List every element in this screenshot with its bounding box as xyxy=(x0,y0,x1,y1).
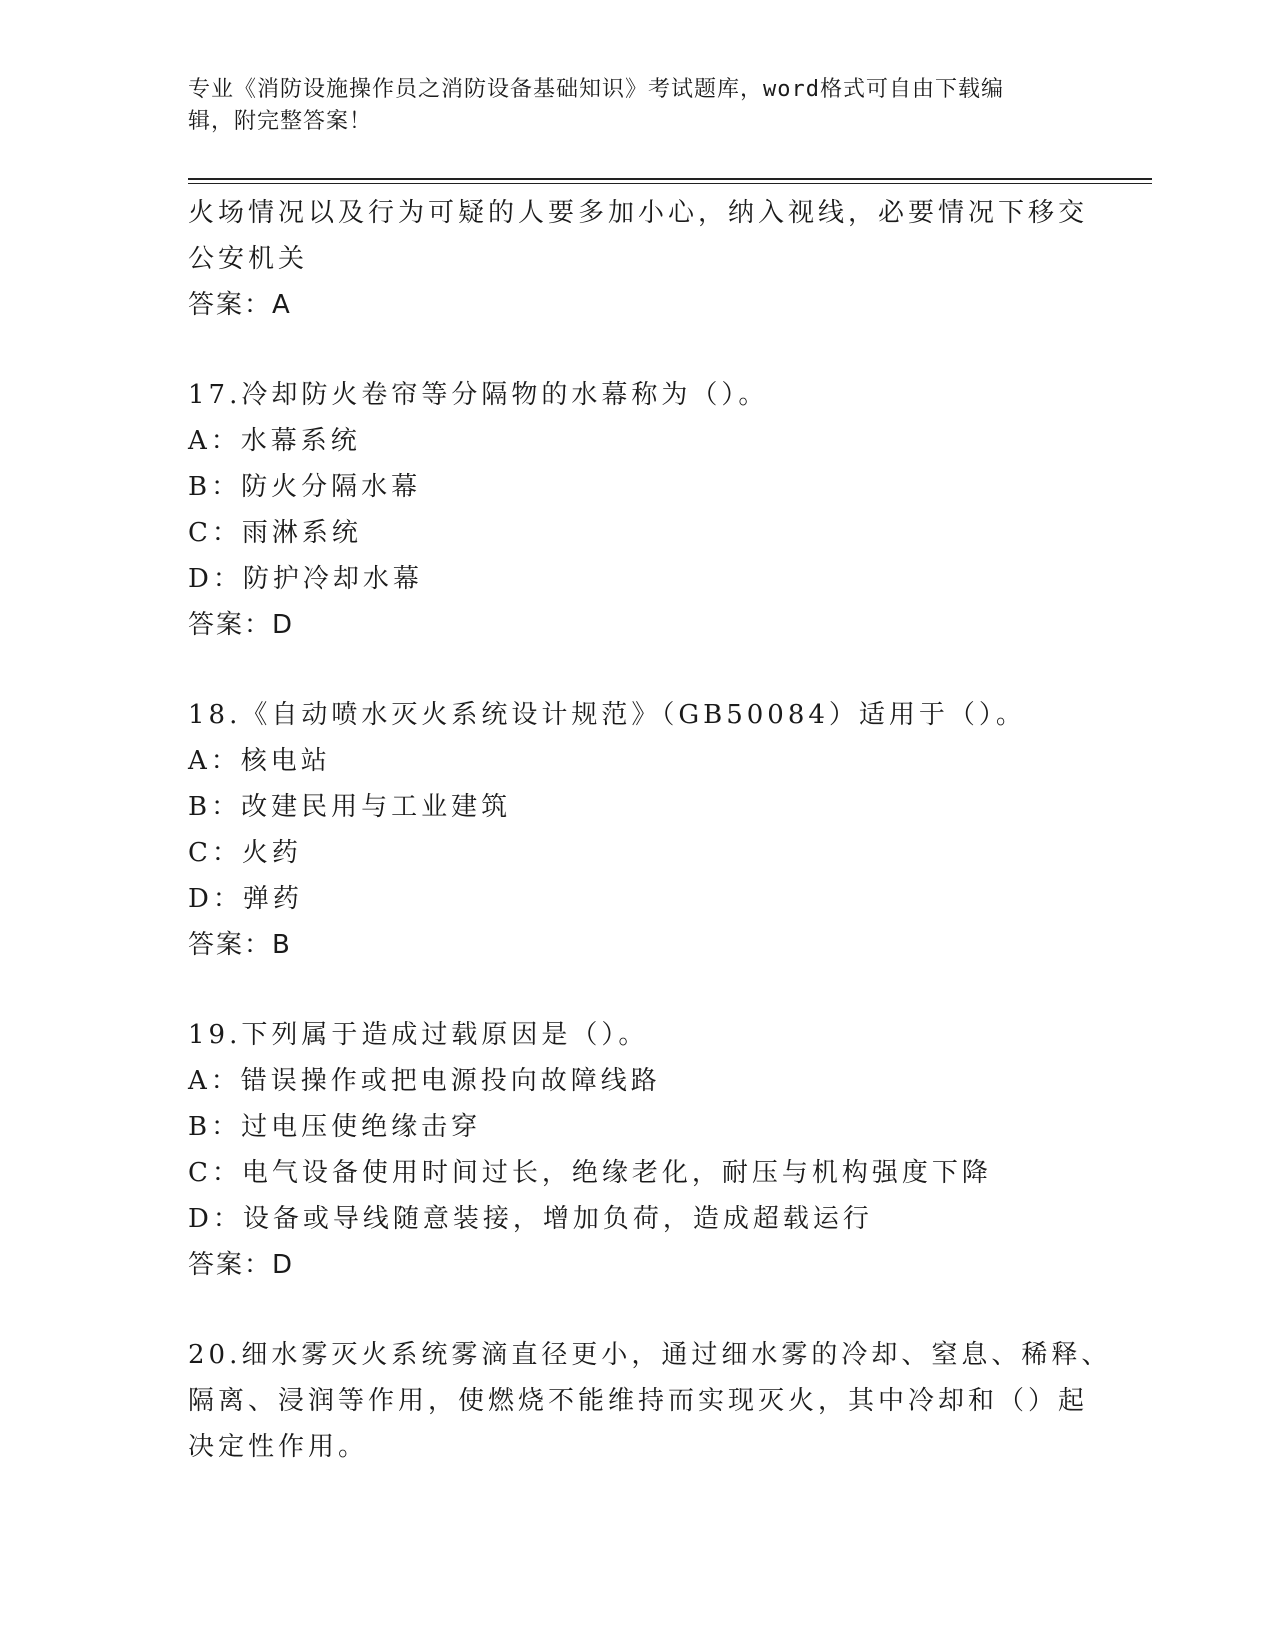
option-b: B：过电压使绝缘击穿 xyxy=(188,1112,482,1142)
question-17 xyxy=(188,372,1088,648)
answer-line: 答案：D xyxy=(188,610,295,640)
question-stem: 19.下列属于造成过载原因是（）。 xyxy=(188,1020,649,1050)
option-d: D：弹药 xyxy=(188,884,303,914)
question-stem-line-2: 隔离、浸润等作用，使燃烧不能维持而实现灭火，其中冷却和（）起 xyxy=(188,1386,1089,1416)
previous-question-continuation xyxy=(188,190,1088,328)
document-body xyxy=(188,190,1112,1470)
question-stem-line-3: 决定性作用。 xyxy=(188,1432,369,1462)
option-c: C：火药 xyxy=(188,838,302,868)
option-a: A：核电站 xyxy=(188,746,331,776)
question-18 xyxy=(188,692,1088,968)
continuation-line-1: 火场情况以及行为可疑的人要多加小心，纳入视线，必要情况下移交 xyxy=(188,198,1089,228)
answer-line: 答案：A xyxy=(188,290,292,320)
header-divider xyxy=(188,178,1152,184)
question-19 xyxy=(188,1012,1088,1288)
answer-line: 答案：D xyxy=(188,1250,295,1280)
question-20 xyxy=(188,1332,1112,1470)
question-stem: 18.《自动喷水灭火系统设计规范》（GB50084）适用于（）。 xyxy=(188,700,1026,730)
continuation-line-2: 公安机关 xyxy=(188,244,309,274)
header-line-2: 辑，附完整答案！ xyxy=(188,109,373,134)
question-stem: 17.冷却防火卷帘等分隔物的水幕称为（）。 xyxy=(188,380,769,410)
page-header xyxy=(188,74,1088,138)
option-a: A：错误操作或把电源投向故障线路 xyxy=(188,1066,661,1096)
header-line-1: 专业《消防设施操作员之消防设备基础知识》考试题库，word格式可自由下载编 xyxy=(188,77,1004,102)
option-b: B：防火分隔水幕 xyxy=(188,472,422,502)
option-c: C：电气设备使用时间过长，绝缘老化，耐压与机构强度下降 xyxy=(188,1158,992,1188)
option-c: C：雨淋系统 xyxy=(188,518,362,548)
answer-line: 答案：B xyxy=(188,930,292,960)
option-d: D：设备或导线随意装接，增加负荷，造成超载运行 xyxy=(188,1204,873,1234)
option-a: A：水幕系统 xyxy=(188,426,361,456)
option-d: D：防护冷却水幕 xyxy=(188,564,423,594)
question-stem-line-1: 20.细水雾灭火系统雾滴直径更小，通过细水雾的冷却、窒息、稀释、 xyxy=(188,1340,1112,1370)
option-b: B：改建民用与工业建筑 xyxy=(188,792,512,822)
